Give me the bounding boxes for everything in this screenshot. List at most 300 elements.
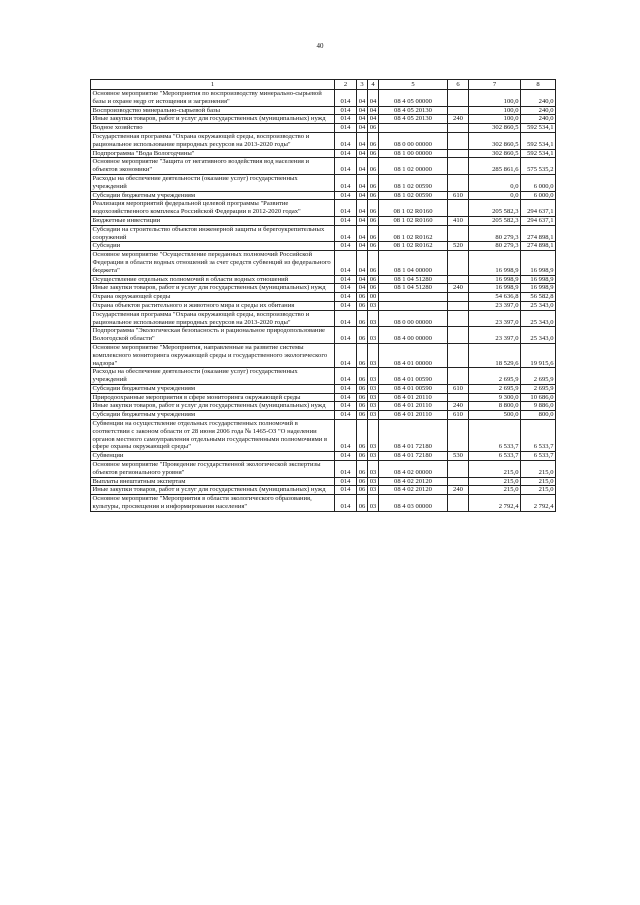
row-value-cell: 0,0: [469, 174, 521, 191]
row-value-cell: 08 0 00 00000: [379, 132, 448, 149]
row-value-cell: 04: [357, 90, 368, 107]
row-value-cell: 014: [335, 343, 357, 367]
row-value-cell: 16 998,9: [469, 251, 521, 275]
row-value-cell: 014: [335, 495, 357, 512]
row-value-cell: 03: [368, 393, 379, 402]
row-value-cell: 06: [357, 343, 368, 367]
row-value-cell: 06: [357, 495, 368, 512]
row-value-cell: 06: [357, 368, 368, 385]
row-value-cell: 8 800,0: [469, 402, 521, 411]
row-value-cell: 03: [368, 420, 379, 452]
row-value-cell: 04: [357, 106, 368, 115]
table-row: [91, 327, 556, 344]
row-value-cell: 100,0: [469, 115, 521, 124]
table-row: [91, 124, 556, 133]
table-header-row: [91, 80, 556, 90]
row-name-cell: Основное мероприятие "Мероприятия, направленные на развитие системы комплексного мониторинга окружающей среды и государственного экологического надзора": [91, 343, 335, 367]
row-value-cell: 04: [357, 200, 368, 217]
row-name-cell: Основное мероприятие "Защита от негативного воздействия вод населения и объектов экономики": [91, 158, 335, 175]
table-row: [91, 191, 556, 200]
row-value-cell: 240,0: [521, 90, 556, 107]
row-value-cell: 06: [357, 486, 368, 495]
row-value-cell: 215,0: [521, 477, 556, 486]
row-name-cell: Основное мероприятие "Проведение государственной экологической экспертизы объектов регионального уровня": [91, 461, 335, 478]
row-value-cell: 2 695,9: [521, 368, 556, 385]
row-value-cell: 240: [448, 402, 469, 411]
row-value-cell: 014: [335, 216, 357, 225]
table-row: [91, 200, 556, 217]
row-value-cell: 03: [368, 310, 379, 327]
row-value-cell: 08 1 02 R0160: [379, 200, 448, 217]
row-value-cell: 500,0: [469, 411, 521, 420]
table-row: [91, 420, 556, 452]
row-value-cell: [448, 368, 469, 385]
row-value-cell: 014: [335, 149, 357, 158]
row-value-cell: 06: [368, 124, 379, 133]
row-value-cell: 215,0: [469, 461, 521, 478]
row-value-cell: 06: [368, 149, 379, 158]
row-value-cell: [448, 158, 469, 175]
row-value-cell: 06: [357, 402, 368, 411]
row-value-cell: 014: [335, 284, 357, 293]
row-value-cell: 08 4 02 20120: [379, 486, 448, 495]
row-value-cell: [448, 200, 469, 217]
row-value-cell: [448, 461, 469, 478]
row-value-cell: 08 4 01 72180: [379, 420, 448, 452]
row-value-cell: 06: [357, 393, 368, 402]
row-value-cell: 08 4 05 20130: [379, 115, 448, 124]
row-value-cell: 16 998,9: [521, 284, 556, 293]
row-value-cell: 04: [357, 216, 368, 225]
table-row: [91, 225, 556, 242]
row-value-cell: 274 898,1: [521, 242, 556, 251]
table-row: [91, 90, 556, 107]
row-value-cell: 014: [335, 301, 357, 310]
row-value-cell: 215,0: [521, 461, 556, 478]
row-value-cell: 06: [368, 174, 379, 191]
row-value-cell: 06: [357, 293, 368, 302]
table-row: [91, 411, 556, 420]
row-value-cell: 16 998,9: [469, 284, 521, 293]
row-value-cell: 06: [357, 452, 368, 461]
row-value-cell: 06: [368, 200, 379, 217]
table-row: [91, 368, 556, 385]
row-name-cell: Осуществление отдельных полномочий в области водных отношений: [91, 275, 335, 284]
row-value-cell: 80 279,3: [469, 225, 521, 242]
row-name-cell: Подпрограмма "Вода Вологодчины": [91, 149, 335, 158]
table-row: [91, 149, 556, 158]
row-value-cell: 08 1 02 R0162: [379, 242, 448, 251]
table-row: [91, 242, 556, 251]
row-value-cell: 014: [335, 132, 357, 149]
row-value-cell: 014: [335, 242, 357, 251]
row-value-cell: 592 534,1: [521, 124, 556, 133]
row-value-cell: 08 4 02 00000: [379, 461, 448, 478]
row-value-cell: 06: [357, 310, 368, 327]
row-value-cell: 08 4 05 00000: [379, 90, 448, 107]
row-value-cell: 0,0: [469, 191, 521, 200]
table-row: [91, 301, 556, 310]
row-value-cell: 08 1 02 R0162: [379, 225, 448, 242]
row-value-cell: 592 534,1: [521, 132, 556, 149]
row-value-cell: 014: [335, 327, 357, 344]
row-value-cell: 23 397,0: [469, 327, 521, 344]
row-value-cell: [448, 477, 469, 486]
row-value-cell: 285 861,6: [469, 158, 521, 175]
row-value-cell: 08 0 00 00000: [379, 310, 448, 327]
row-value-cell: [448, 174, 469, 191]
row-value-cell: 08 4 01 20110: [379, 402, 448, 411]
row-value-cell: 04: [357, 149, 368, 158]
table-row: [91, 251, 556, 275]
row-name-cell: Расходы на обеспечение деятельности (оказание услуг) государственных учреждений: [91, 174, 335, 191]
row-value-cell: 08 4 03 00000: [379, 495, 448, 512]
table-row: [91, 402, 556, 411]
row-value-cell: 294 637,1: [521, 216, 556, 225]
row-value-cell: 08 1 00 00000: [379, 149, 448, 158]
row-value-cell: 014: [335, 191, 357, 200]
row-value-cell: [448, 420, 469, 452]
row-value-cell: 6 533,7: [469, 420, 521, 452]
row-value-cell: 014: [335, 275, 357, 284]
row-value-cell: 302 860,5: [469, 149, 521, 158]
table-row: [91, 452, 556, 461]
row-value-cell: 08 4 01 72180: [379, 452, 448, 461]
row-name-cell: Субсидии на строительство объектов инженерной защиты и берегоукрепительных сооружений: [91, 225, 335, 242]
table-row: [91, 284, 556, 293]
row-value-cell: 014: [335, 420, 357, 452]
row-name-cell: Воспроизводство минерально-сырьевой базы: [91, 106, 335, 115]
row-value-cell: 08 4 02 20120: [379, 477, 448, 486]
row-value-cell: 16 998,9: [521, 275, 556, 284]
table-row: [91, 174, 556, 191]
row-value-cell: 014: [335, 200, 357, 217]
column-header: 8: [521, 80, 556, 90]
row-value-cell: 08 4 00 00000: [379, 327, 448, 344]
row-value-cell: [379, 124, 448, 133]
row-name-cell: Государственная программа "Охрана окружающей среды, воспроизводство и рациональное использование природных ресурсов на 2013-2020 годы": [91, 310, 335, 327]
row-value-cell: 205 582,3: [469, 216, 521, 225]
row-value-cell: 014: [335, 90, 357, 107]
row-value-cell: 03: [368, 495, 379, 512]
row-value-cell: 04: [368, 90, 379, 107]
row-value-cell: [448, 124, 469, 133]
row-value-cell: 014: [335, 293, 357, 302]
row-value-cell: 6 533,7: [469, 452, 521, 461]
row-value-cell: 03: [368, 343, 379, 367]
row-value-cell: 06: [368, 242, 379, 251]
row-value-cell: 25 343,0: [521, 310, 556, 327]
row-value-cell: 014: [335, 225, 357, 242]
row-name-cell: Субсидии бюджетным учреждениям: [91, 384, 335, 393]
row-value-cell: 302 860,5: [469, 132, 521, 149]
row-value-cell: 08 4 01 00590: [379, 368, 448, 385]
row-value-cell: 06: [368, 216, 379, 225]
row-name-cell: Иные закупки товаров, работ и услуг для государственных (муниципальных) нужд: [91, 486, 335, 495]
row-value-cell: 08 1 04 00000: [379, 251, 448, 275]
table-row: [91, 216, 556, 225]
row-value-cell: 04: [357, 174, 368, 191]
row-value-cell: 215,0: [469, 486, 521, 495]
row-value-cell: 04: [357, 158, 368, 175]
row-value-cell: 03: [368, 477, 379, 486]
row-value-cell: 2 695,9: [469, 384, 521, 393]
row-value-cell: 410: [448, 216, 469, 225]
row-value-cell: 520: [448, 242, 469, 251]
row-name-cell: Подпрограмма "Экологическая безопасность и рациональное природопользование Вологодской области": [91, 327, 335, 344]
row-value-cell: 014: [335, 174, 357, 191]
row-value-cell: 6 533,7: [521, 420, 556, 452]
row-value-cell: 18 529,6: [469, 343, 521, 367]
row-value-cell: 9 886,0: [521, 402, 556, 411]
table-row: [91, 115, 556, 124]
table-row: [91, 132, 556, 149]
row-value-cell: 08 1 02 00000: [379, 158, 448, 175]
row-value-cell: 08 1 02 00590: [379, 174, 448, 191]
row-name-cell: Охрана окружающей среды: [91, 293, 335, 302]
row-value-cell: 06: [368, 284, 379, 293]
row-value-cell: [448, 149, 469, 158]
row-value-cell: 014: [335, 106, 357, 115]
row-value-cell: 08 4 01 00000: [379, 343, 448, 367]
column-header: 3: [357, 80, 368, 90]
row-value-cell: 06: [357, 477, 368, 486]
row-name-cell: Реализация мероприятий федеральной целевой программы "Развитие водохозяйственного комплекса Российской Федерации в 2012-2020 годах": [91, 200, 335, 217]
row-value-cell: 06: [368, 225, 379, 242]
table-row: [91, 393, 556, 402]
row-value-cell: 014: [335, 477, 357, 486]
row-value-cell: 240,0: [521, 115, 556, 124]
row-value-cell: [448, 293, 469, 302]
row-value-cell: 014: [335, 158, 357, 175]
row-value-cell: 08 1 04 51280: [379, 284, 448, 293]
row-value-cell: 08 4 01 00590: [379, 384, 448, 393]
table-row: [91, 293, 556, 302]
row-value-cell: 16 998,9: [469, 275, 521, 284]
row-value-cell: 03: [368, 402, 379, 411]
row-value-cell: 014: [335, 251, 357, 275]
row-value-cell: 014: [335, 461, 357, 478]
table-row: [91, 477, 556, 486]
row-value-cell: 56 582,8: [521, 293, 556, 302]
row-value-cell: 610: [448, 411, 469, 420]
row-name-cell: Государственная программа "Охрана окружающей среды, воспроизводство и рациональное использование природных ресурсов на 2013-2020 годы": [91, 132, 335, 149]
column-header: 5: [379, 80, 448, 90]
row-value-cell: 2 792,4: [469, 495, 521, 512]
row-value-cell: 03: [368, 452, 379, 461]
row-value-cell: 03: [368, 411, 379, 420]
row-value-cell: 014: [335, 115, 357, 124]
row-value-cell: 610: [448, 384, 469, 393]
row-name-cell: Субсидии: [91, 242, 335, 251]
row-value-cell: [379, 301, 448, 310]
table-row: [91, 486, 556, 495]
row-value-cell: 6 000,0: [521, 174, 556, 191]
row-value-cell: 04: [357, 132, 368, 149]
row-value-cell: 04: [357, 124, 368, 133]
row-value-cell: 100,0: [469, 106, 521, 115]
column-header: 4: [368, 80, 379, 90]
row-value-cell: 9 300,0: [469, 393, 521, 402]
row-name-cell: Иные закупки товаров, работ и услуг для государственных (муниципальных) нужд: [91, 115, 335, 124]
row-value-cell: 240: [448, 486, 469, 495]
row-value-cell: [448, 225, 469, 242]
row-value-cell: [448, 301, 469, 310]
row-value-cell: 06: [357, 411, 368, 420]
row-value-cell: [448, 327, 469, 344]
row-value-cell: 04: [357, 115, 368, 124]
row-value-cell: 014: [335, 486, 357, 495]
row-value-cell: 014: [335, 402, 357, 411]
row-name-cell: Расходы на обеспечение деятельности (оказание услуг) государственных учреждений: [91, 368, 335, 385]
row-name-cell: Природоохранные мероприятия в сфере мониторинга окружающей среды: [91, 393, 335, 402]
row-value-cell: 08 4 05 20130: [379, 106, 448, 115]
row-value-cell: [448, 132, 469, 149]
row-value-cell: 04: [357, 284, 368, 293]
row-name-cell: Водное хозяйство: [91, 124, 335, 133]
row-value-cell: 23 397,0: [469, 301, 521, 310]
column-header: 6: [448, 80, 469, 90]
row-value-cell: 530: [448, 452, 469, 461]
row-name-cell: Выплаты внештатным экспертам: [91, 477, 335, 486]
row-value-cell: 800,0: [521, 411, 556, 420]
row-value-cell: 240: [448, 284, 469, 293]
row-value-cell: 04: [357, 275, 368, 284]
row-value-cell: [448, 343, 469, 367]
row-value-cell: 592 534,1: [521, 149, 556, 158]
row-value-cell: 06: [368, 132, 379, 149]
row-name-cell: Субвенции: [91, 452, 335, 461]
row-value-cell: 240,0: [521, 106, 556, 115]
row-value-cell: 06: [368, 251, 379, 275]
row-value-cell: 215,0: [469, 477, 521, 486]
row-name-cell: Субсидии бюджетным учреждениям: [91, 411, 335, 420]
row-value-cell: 03: [368, 368, 379, 385]
row-name-cell: Охрана объектов растительного и животного мира и среды их обитания: [91, 301, 335, 310]
row-value-cell: 610: [448, 191, 469, 200]
column-header: 7: [469, 80, 521, 90]
row-value-cell: 2 695,9: [521, 384, 556, 393]
row-value-cell: 274 898,1: [521, 225, 556, 242]
row-value-cell: 23 397,0: [469, 310, 521, 327]
row-value-cell: 08 4 01 20110: [379, 411, 448, 420]
row-value-cell: 04: [368, 115, 379, 124]
row-name-cell: Основное мероприятие "Мероприятия в области экологического образования, культуры, просвещения и информирования населения": [91, 495, 335, 512]
table-row: [91, 106, 556, 115]
row-value-cell: 80 279,3: [469, 242, 521, 251]
row-value-cell: 08 4 01 20110: [379, 393, 448, 402]
table-row: [91, 495, 556, 512]
row-value-cell: 08 1 04 51280: [379, 275, 448, 284]
page-number: 40: [316, 42, 324, 50]
row-value-cell: 2 792,4: [521, 495, 556, 512]
row-name-cell: Субвенции на осуществление отдельных государственных полномочий в соответствии с законом области от 28 июня 2006 года № 1465-ОЗ "О наделении органов местного самоуправления отдельными государственными полномочиями в сфере охраны окружающей среды": [91, 420, 335, 452]
row-value-cell: 25 343,0: [521, 301, 556, 310]
column-header: 1: [91, 80, 335, 90]
row-value-cell: 100,0: [469, 90, 521, 107]
row-value-cell: 03: [368, 301, 379, 310]
row-value-cell: 06: [368, 275, 379, 284]
row-value-cell: 302 860,5: [469, 124, 521, 133]
row-value-cell: 04: [357, 251, 368, 275]
row-value-cell: 014: [335, 411, 357, 420]
row-value-cell: 06: [357, 420, 368, 452]
row-value-cell: 10 686,0: [521, 393, 556, 402]
row-value-cell: 06: [357, 301, 368, 310]
row-value-cell: [448, 275, 469, 284]
row-value-cell: 215,0: [521, 486, 556, 495]
row-value-cell: [448, 90, 469, 107]
table-row: [91, 310, 556, 327]
row-value-cell: 03: [368, 327, 379, 344]
row-value-cell: 04: [357, 191, 368, 200]
row-value-cell: 04: [357, 225, 368, 242]
row-name-cell: Бюджетные инвестиции: [91, 216, 335, 225]
row-value-cell: 03: [368, 384, 379, 393]
row-value-cell: 6 533,7: [521, 452, 556, 461]
row-value-cell: 03: [368, 486, 379, 495]
row-value-cell: 03: [368, 461, 379, 478]
row-value-cell: 205 582,3: [469, 200, 521, 217]
row-value-cell: [448, 495, 469, 512]
row-value-cell: 04: [357, 242, 368, 251]
row-value-cell: 06: [357, 384, 368, 393]
row-value-cell: 16 998,9: [521, 251, 556, 275]
row-value-cell: 294 637,1: [521, 200, 556, 217]
row-name-cell: Субсидии бюджетным учреждениям: [91, 191, 335, 200]
row-value-cell: 014: [335, 393, 357, 402]
row-value-cell: [448, 106, 469, 115]
row-value-cell: 2 695,9: [469, 368, 521, 385]
row-value-cell: 00: [368, 293, 379, 302]
row-value-cell: 25 343,0: [521, 327, 556, 344]
row-value-cell: 6 000,0: [521, 191, 556, 200]
row-name-cell: Основное мероприятие "Мероприятия по воспроизводству минерально-сырьевой базы и охране недр от истощения и загрязнения": [91, 90, 335, 107]
table-body: [91, 90, 556, 512]
column-header: 2: [335, 80, 357, 90]
row-value-cell: 04: [368, 106, 379, 115]
row-name-cell: Иные закупки товаров, работ и услуг для государственных (муниципальных) нужд: [91, 284, 335, 293]
budget-table: [90, 79, 556, 512]
table-row: [91, 461, 556, 478]
row-value-cell: 06: [357, 327, 368, 344]
row-value-cell: 014: [335, 368, 357, 385]
table-row: [91, 275, 556, 284]
row-value-cell: 08 1 02 00590: [379, 191, 448, 200]
table-row: [91, 158, 556, 175]
row-value-cell: 54 636,8: [469, 293, 521, 302]
row-value-cell: 240: [448, 115, 469, 124]
row-value-cell: 014: [335, 452, 357, 461]
row-name-cell: Иные закупки товаров, работ и услуг для государственных (муниципальных) нужд: [91, 402, 335, 411]
row-value-cell: 06: [357, 461, 368, 478]
row-value-cell: [448, 393, 469, 402]
row-value-cell: [379, 293, 448, 302]
row-value-cell: 06: [368, 191, 379, 200]
row-value-cell: 08 1 02 R0160: [379, 216, 448, 225]
row-value-cell: 06: [368, 158, 379, 175]
row-name-cell: Основное мероприятие "Осуществление переданных полномочий Российской Федерации в области водных отношений за счет средств субвенций из федерального бюджета": [91, 251, 335, 275]
row-value-cell: 014: [335, 124, 357, 133]
table-row: [91, 384, 556, 393]
row-value-cell: 19 915,6: [521, 343, 556, 367]
row-value-cell: 575 535,2: [521, 158, 556, 175]
row-value-cell: [448, 310, 469, 327]
row-value-cell: 014: [335, 310, 357, 327]
row-value-cell: 014: [335, 384, 357, 393]
table-row: [91, 343, 556, 367]
row-value-cell: [448, 251, 469, 275]
